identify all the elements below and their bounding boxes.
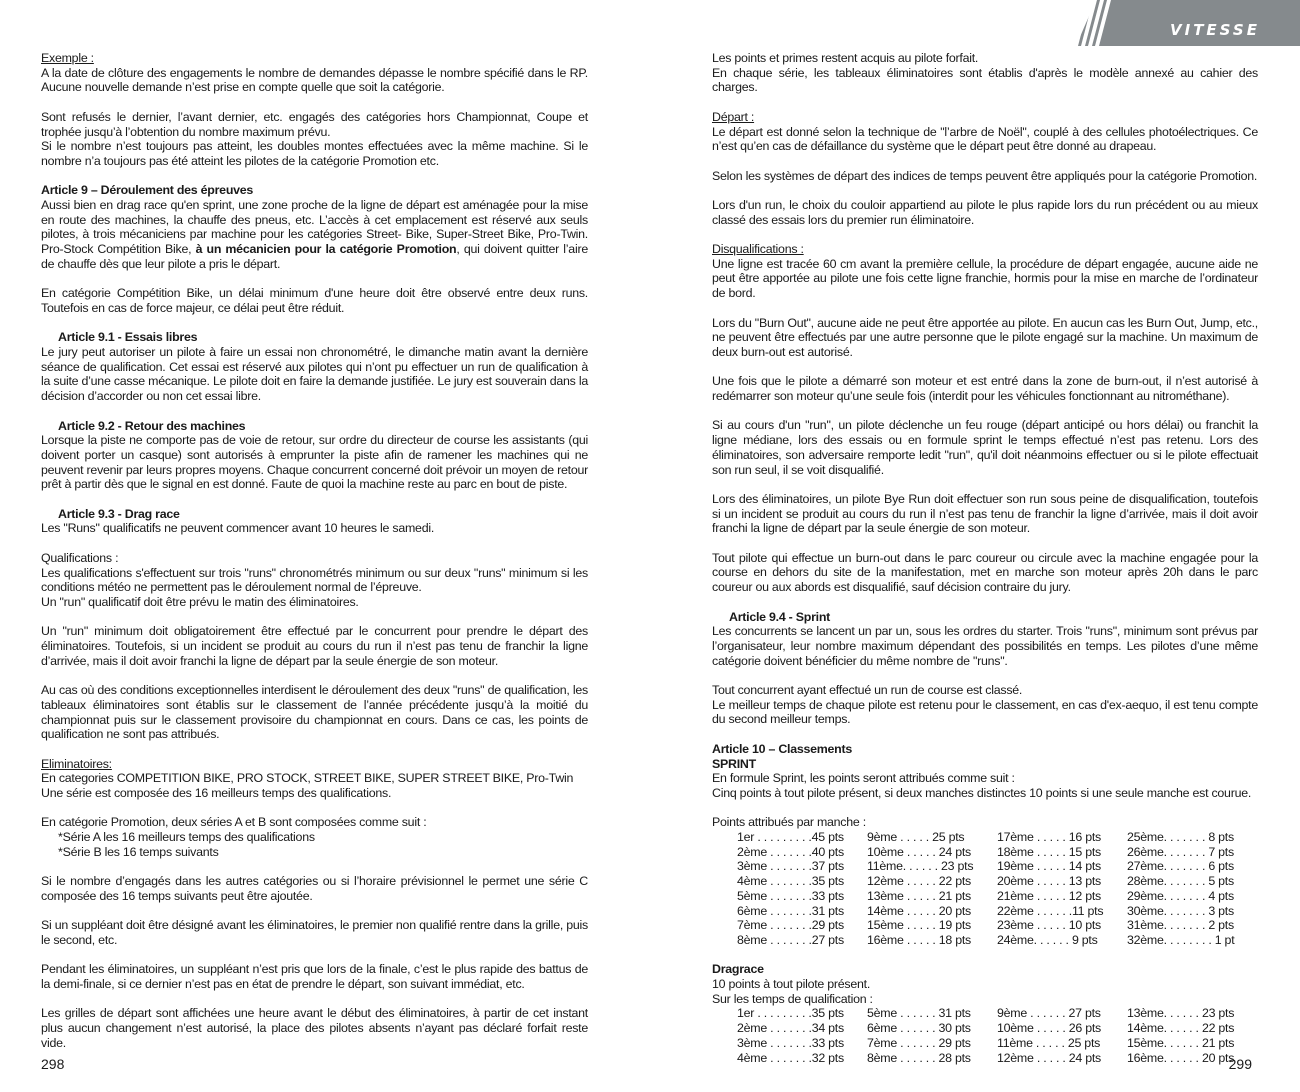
burnout-paragraph: Lors du "Burn Out", aucune aide ne peut être apportée au pilote. En aucun cas les Burn Out, Jump, etc., ne peuvent être effectués par une autre personne que le pilote engagé sur la machine. Un maximum de deux burn-out est autorisé. [712,315,1258,359]
article-9-heading: Article 9 – Déroulement des épreuves [41,183,254,198]
sprint-points-row [737,933,1257,948]
sprint-points-cell: 4ème . . . . . . .35 pts [737,874,844,889]
dragrace-line-2: Sur les temps de qualification : [712,991,873,1006]
exceptional-conditions-paragraph: Au cas où des conditions exceptionnelles interdisent le déroulement des deux "runs" de qualification, les tableaux éliminatoires sont établis sur le classement de l’année précédente jusqu’à la moitié du championnat puis sur le classement provisoire du championnat en cours. Dans ce cas, les points de qualification ne sont pas attribués. [41,683,588,742]
disqualifications-heading: Disqualifications : [712,242,804,257]
dragrace-points-row [737,1021,1257,1036]
dragrace-points-table [737,1006,1257,1065]
article-9-3-paragraph: Les "Runs" qualificatifs ne peuvent commencer avant 10 heures le samedi. [41,521,435,536]
classe-line-1: Tout concurrent ayant effectué un run de course est classé. [712,683,1023,698]
refused-paragraph-2: Si le nombre n’est toujours pas atteint, les doubles montes effectuées avec la même machine. Si le nombre n’a toujours pas été atteint les pilotes de la catégorie Promotion etc. [41,139,588,168]
sprint-points-table [737,830,1257,948]
article-9-1-heading: Article 9.1 - Essais libres [58,330,198,345]
sprint-points-row [737,918,1257,933]
dragrace-points-cell: 5ème . . . . . . 31 pts [867,1006,971,1021]
sprint-heading: SPRINT [712,756,756,771]
sprint-points-cell: 28ème. . . . . . . 5 pts [1127,874,1234,889]
exemple-paragraph: A la date de clôture des engagements le nombre de demandes dépasse le nombre spécifié dans le RP. Aucune nouvelle demande n’est prise en compte quelle que soit la catégorie. [41,65,588,95]
depart-heading: Départ : [712,109,755,124]
promotion-paragraph: En catégorie Promotion, deux séries A et B sont composées comme suit : [41,815,427,830]
sprint-points-cell: 32ème. . . . . . . . 1 pt [1127,932,1235,947]
sprint-points-row [737,874,1257,889]
competition-bike-paragraph: En catégorie Compétition Bike, un délai minimum d'une heure doit être observé entre deux runs. Toutefois en cas de force majeur, ce délai peut être réduit. [41,286,588,315]
suppleant-paragraph-1: Si un suppléant doit être désigné avant les éliminatoires, le premier non qualifié rentre dans la grille, puis le second, etc. [41,918,588,947]
sprint-points-cell: 19ème . . . . . 14 pts [997,859,1102,874]
sprint-points-row [737,859,1257,874]
sprint-points-cell: 18ème . . . . . 15 pts [997,844,1102,859]
sprint-points-cell: 31ème. . . . . . . 2 pts [1127,918,1234,933]
article-9-2-heading: Article 9.2 - Retour des machines [58,418,246,433]
couloir-paragraph: Lors d'un run, le choix du couloir appartiend au pilote le plus rapide lors du run précédent ou au mieux classé des essais lors du premier run éliminatoire. [712,197,1258,227]
dragrace-points-cell: 6ème . . . . . . 30 pts [867,1021,971,1036]
sprint-points-cell: 5ème . . . . . . .33 pts [737,888,844,903]
article-10-heading: Article 10 – Classements [712,741,853,756]
forfait-line-1: Les points et primes restent acquis au pilote forfait. [712,51,979,65]
parc-paragraph: Tout pilote qui effectue un burn-out dans le parc coureur ou circule avec la machine engagée pour la course en dehors du site de la manifestation, met en marche son moteur après 20h dans le parc coureur ou aux abords est disqualifié, sauf décision contraire du jury. [712,550,1258,595]
dragrace-points-cell: 9ème . . . . . . 27 pts [997,1006,1101,1021]
grilles-paragraph: Les grilles de départ sont affichées une heure avant le début des éliminatoires, à partir de cet instant plus aucun changement n’est autorisé, la place des pilotes absents n’ayant pas déclaré forfait reste vide. [41,1006,588,1050]
article-9-2-paragraph: Lorsque la piste ne comporte pas de voie de retour, sur ordre du directeur de course les assistants (qui doivent porter un casque) sont autorisés à emprunter la piste afin de ramener les machines qui ne peuvent revenir par leurs propres moyens. Chaque concurrent concerné doit prévoir un moyen de retour prêt à partir dès que le signal en est donné. Faute de quoi la machine reste au parc en bout de piste. [41,433,588,492]
dragrace-points-row [737,1006,1257,1021]
qualifications-paragraph-2: Un "run" qualificatif doit être prévu le matin des éliminatoires. [41,594,359,609]
dragrace-points-cell: 11ème . . . . . 25 pts [997,1035,1101,1050]
sprint-points-cell: 2ème . . . . . . .40 pts [737,844,844,859]
sprint-points-cell: 17ème . . . . . 16 pts [997,830,1102,845]
suppleant-paragraph-2: Pendant les éliminatoires, un suppléant n’est pris que lors de la finale, c’est le plus rapide des battus de la demi-finale, si ce dernier n’est pas en état de prendre le départ, son suivant immédiat, etc. [41,962,588,992]
qualifications-heading: Qualifications : [41,550,119,565]
sprint-points-cell: 21ème . . . . . 12 pts [997,888,1102,903]
dragrace-points-cell: 4ème . . . . . . .32 pts [737,1050,844,1065]
serie-c-paragraph: Si le nombre d’engagés dans les autres catégories ou si l’horaire prévisionnel le permet une série C composée des 16 temps suivants peut être ajoutée. [41,874,588,903]
dragrace-points-cell: 13ème. . . . . . 23 pts [1127,1006,1235,1021]
disqualifications-paragraph: Une ligne est tracée 60 cm avant la première cellule, la procédure de départ engagée, aucune aide ne peut être apportée au pilote une fois cette ligne franchie, hormis pour la mise en marche de l’ordinateur de bord. [712,256,1258,301]
dragrace-points-cell: 8ème . . . . . . 28 pts [867,1050,971,1065]
points-label: Points attribués par manche : [712,815,866,830]
article-9-3-heading: Article 9.3 - Drag race [58,506,180,521]
article-9-4-heading: Article 9.4 - Sprint [729,609,831,624]
dragrace-points-cell: 12ème . . . . . 24 pts [997,1050,1102,1065]
dragrace-points-cell: 7ème . . . . . . 29 pts [867,1035,971,1050]
sprint-points-cell: 8ème . . . . . . .27 pts [737,932,844,947]
sprint-points-row [737,845,1257,860]
dragrace-points-cell: 2ème . . . . . . .34 pts [737,1021,844,1036]
sprint-points-cell: 13ème . . . . . 21 pts [867,888,972,903]
article-9-text-a: Aussi bien en drag race qu'en sprint, une zone proche de la ligne de départ est aménagée pour la mise en route des machines, la chauffe des pneus, etc. L’accès à cet emplacement est réservé aux seuls pilotes, à trois mécaniciens par machine pour les catégories Street- Bike, Super-Street Bike, Pro-Twin. Pro-Stock Compétition Bike, [41,198,588,257]
sprint-points-cell: 9ème . . . . . 25 pts [867,830,965,845]
refused-paragraph-1: Sont refusés le dernier, l’avant dernier, etc. engagés des catégories hors Championnat, Coupe et trophée jusqu’à l’obtention du nombre maximum prévu. [41,109,588,139]
dragrace-points-cell: 14ème. . . . . . 22 pts [1127,1021,1235,1036]
sprint-points-cell: 23ème . . . . . 10 pts [997,918,1102,933]
sprint-points-cell: 22ème . . . . . .11 pts [997,903,1104,918]
sprint-points-cell: 12ème . . . . . 22 pts [867,874,972,889]
dragrace-points-cell: 3ème . . . . . . .33 pts [737,1035,844,1050]
article-9-4-paragraph: Les concurrents se lancent un par un, sous les ordres du starter. Trois "runs", minimum sont prévus par l’organisateur, leur nombre maximum dépendant des possibilités en temps. Les pilotes d’une même catégorie doivent bénéficier du même nombre de "runs". [712,624,1258,668]
classe-line-2: Le meilleur temps de chaque pilote est retenu pour le classement, en cas d'ex-aequo, il est tenu compte du second meilleur temps. [712,697,1258,727]
forfait-line-2: En chaque série, les tableaux éliminatoires sont établis d'après le modèle annexé au cahier des charges. [712,65,1258,95]
sprint-points-cell: 10ème . . . . . 24 pts [867,844,972,859]
run-minimum-paragraph: Un "run" minimum doit obligatoirement être effectué par le concurrent pour prendre le départ des éliminatoires. Toutefois, si un incident se produit au cours du run il n’est pas tenu de franchir la ligne d’arrivée, mais il doit avoir franchi la ligne de départ par la seule énergie de son moteur. [41,624,588,668]
page-number-right: 299 [1228,1056,1252,1072]
page-number-left: 298 [41,1056,65,1072]
dragrace-points-cell: 1er . . . . . . . . .35 pts [737,1006,844,1021]
dragrace-line-1: 10 points à tout pilote présent. [712,977,871,992]
article-9-text-bold: à un mécanicien pour la catégorie Promotion [195,242,457,257]
serie-b-line: *Série B les 16 temps suivants [58,844,219,859]
sprint-points-cell: 11ème. . . . . . 23 pts [867,859,974,874]
eliminatoires-paragraph-1: En categories COMPETITION BIKE, PRO STOCK, STREET BIKE, SUPER STREET BIKE, Pro-Twin [41,771,574,786]
sprint-points-cell: 30ème. . . . . . . 3 pts [1127,903,1234,918]
right-page [650,0,1300,1092]
sprint-points-row [737,889,1257,904]
sprint-points-cell: 27ème. . . . . . . 6 pts [1127,859,1234,874]
right-column [712,51,1258,1065]
sprint-points-cell: 3ème . . . . . . .37 pts [737,859,844,874]
sprint-points-cell: 20ème . . . . . 13 pts [997,874,1102,889]
redemarrer-paragraph: Une fois que le pilote a démarré son moteur et est entré dans la zone de burn-out, il n’est autorisé à redémarrer son moteur qu’une seule fois (interdit pour les véhicules fonctionnant au nitrométhane). [712,374,1258,404]
sprint-points-cell: 1er . . . . . . . . .45 pts [737,830,844,845]
sprint-points-cell: 16ème . . . . . 18 pts [867,932,972,947]
dragrace-points-cell: 10ème . . . . . 26 pts [997,1021,1102,1036]
sprint-points-cell: 26ème. . . . . . . 7 pts [1127,844,1234,859]
dragrace-points-row [737,1051,1257,1066]
depart-paragraph: Le départ est donné selon la technique de "l’arbre de Noël", couplé à des cellules photoélectriques. Ce n’est qu’en cas de défaillance du système que le départ peut être donné au drapeau. [712,124,1258,154]
sprint-line-2: Cinq points à tout pilote présent, si deux manches distinctes 10 points si une seule manche est courue. [712,785,1252,800]
bye-run-paragraph: Lors des éliminatoires, un pilote Bye Run doit effectuer son run sous peine de disqualification, toutefois si un incident se produit au cours du run il n’est pas tenu de franchir la ligne d’arrivée, mais il doit avoir franchi la ligne de départ par la seule énergie de son moteur. [712,491,1258,536]
left-column [41,51,588,1065]
article-9-text-b: , qui doivent quitter l’aire de chauffe dès que leur pilote a pris le départ. [41,242,588,271]
eliminatoires-paragraph-2: Une série est composée des 16 meilleurs temps des qualifications. [41,786,392,800]
sprint-points-row [737,830,1257,845]
dragrace-points-cell: 16ème. . . . . . 20 pts [1127,1050,1235,1065]
sprint-points-cell: 14ème . . . . . 20 pts [867,903,972,918]
sprint-points-row [737,904,1257,919]
feu-rouge-paragraph: Si au cours d'un "run", un pilote déclenche un feu rouge (départ anticipé ou hors délai) ou franchit la ligne médiane, lors des essais ou en formule sprint le temps effectué n’est pas retenu. Lors des éliminatoires, son adversaire remporte ledit "run", qu'il doit néanmoins effectuer ou si le pilote effectuait son run seul, il se voit disqualifié. [712,418,1258,477]
sprint-points-cell: 6ème . . . . . . .31 pts [737,903,844,918]
section-title: VITESSE [1170,21,1260,39]
sprint-points-cell: 25ème. . . . . . . 8 pts [1127,830,1234,845]
article-9-1-paragraph: Le jury peut autoriser un pilote à faire un essai non chronométré, le dimanche matin avant la dernière séance de qualification. Cet essai est réservé aux pilotes qui n’ont pu effectuer un run de qualification à la suite d’une casse mécanique. Le pilote doit en faire la demande justifiée. Le jury est souverain dans la décision d’accorder ou non cet essai libre. [41,345,588,404]
serie-a-line: *Série A les 16 meilleurs temps des qualifications [58,830,315,845]
dragrace-points-row [737,1036,1257,1051]
exemple-heading: Exemple : [41,51,94,65]
article-9-paragraph [41,198,588,272]
sprint-points-cell: 24ème. . . . . . 9 pts [997,932,1098,947]
eliminatoires-heading: Eliminatoires: [41,756,112,771]
qualifications-paragraph-1: Les qualifications s'effectuent sur trois "runs" chronométrés minimum ou sur deux "runs" minimum si les conditions météo ne permettent pas le déroulement normal de l’épreuve. [41,565,588,595]
dragrace-points-cell: 15ème. . . . . . 21 pts [1127,1035,1235,1050]
sprint-points-cell: 29ème. . . . . . . 4 pts [1127,888,1234,903]
sprint-points-cell: 15ème . . . . . 19 pts [867,918,972,933]
indices-paragraph: Selon les systèmes de départ des indices de temps peuvent être appliqués pour la catégorie Promotion. [712,168,1258,183]
sprint-points-cell: 7ème . . . . . . .29 pts [737,918,844,933]
dragrace-heading: Dragrace [712,962,764,977]
sprint-line-1: En formule Sprint, les points seront attribués comme suit : [712,771,1015,786]
